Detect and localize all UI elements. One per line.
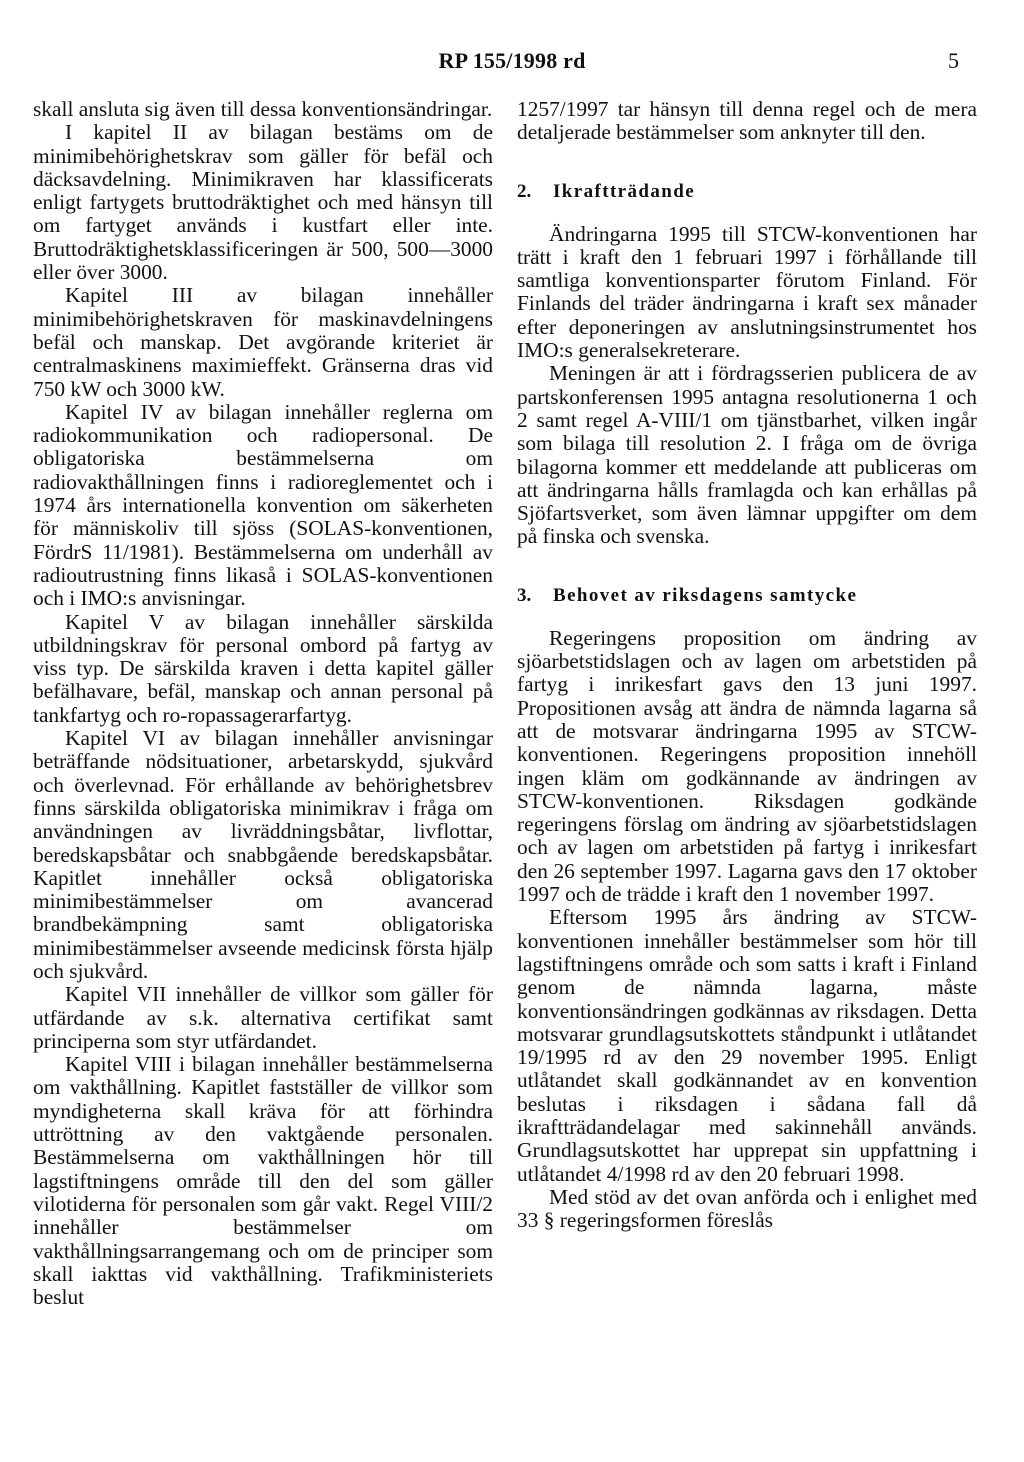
section-heading <box>517 584 977 607</box>
section-title: Ikraftträdande <box>553 180 696 202</box>
section-number: 3. <box>517 584 532 606</box>
paragraph: Kapitel VI av bilagan innehåller anvisningar beträffande nödsituationer, arbetarskydd, sjukvård och överlevnad. För erhållande av behörighetsbrev finns särskilda obligatoriska minimikrav i fråga om användningen av livräddningsbåtar, livflottar, beredskapsbåtar och snabbgående beredskapsbåtar. Kapitlet innehåller också obligatoriska minimibestämmelser om avancerad brandbekämpning samt obligatoriska minimibestämmelser avseende medicinsk första hjälp och sjukvård. <box>33 726 493 983</box>
page-number: 5 <box>948 48 959 73</box>
paragraph: 1257/1997 tar hänsyn till denna regel och de mera detaljerade bestämmelser som anknyter till den. <box>517 97 977 145</box>
left-column <box>33 98 493 1309</box>
paragraph: Kapitel V av bilagan innehåller särskilda utbildningskrav för personal ombord på fartyg av viss typ. De särskilda kraven i detta kapitel gäller befälhavare, befäl, manskap och annan personal på tankfartyg och ro-ropassagerarfartyg. <box>33 609 493 727</box>
paragraph: Kapitel VIII i bilagan innehåller bestämmelserna om vakthållning. Kapitlet fastställer de villkor som myndigheterna skall kräva för att förhindra uttröttning av den vaktgående personalen. Bestämmelserna om vakthållningen hör till lagstiftningens område till den del som gäller vilotiderna för personalen som går vakt. Regel VIII/2 innehåller bestämmelser om vakthållningsarrangemang och om de principer som skall iakttas vid vakthållning. Trafikministeriets beslut <box>33 1052 493 1310</box>
section-title: Behovet av riksdagens samtycke <box>553 584 858 606</box>
paragraph: Kapitel IV av bilagan innehåller reglerna om radiokommunikation och radiopersonal. De obligatoriska bestämmelserna om radiovakthållningen finns i radioreglementet och i 1974 års internationella konvention om säkerheten för människoliv till sjöss (SOLAS-konventionen, FördrS 11/1981). Bestämmelserna om underhåll av radioutrustning finns likaså i SOLAS-konventionen och i IMO:s anvisningar. <box>33 399 493 611</box>
paragraph: Med stöd av det ovan anförda och i enlighet med 33 § regeringsformen föreslås <box>517 1184 977 1233</box>
right-column <box>517 98 977 1232</box>
section-heading <box>517 180 977 203</box>
paragraph: Ändringarna 1995 till STCW-konventionen har trätt i kraft den 1 februari 1997 i förhållande till samtliga konventionsparter förutom Finland. För Finlands del träder ändringarna i kraft sex månader efter deponeringen av anslutningsinstrumentet hos IMO:s generalsekreterare. <box>517 221 977 363</box>
paragraph: I kapitel II av bilagan bestäms om de minimibehörighetskrav som gäller för befäl och däcksavdelning. Minimikraven har klassificerats enligt fartygets bruttodräktighet och med hänsyn till om fartyget används i kustfart eller inte. Bruttodräktighetsklassificeringen är 500, 500—3000 eller över 3000. <box>33 120 493 285</box>
document-header-title: RP 155/1998 rd <box>438 48 586 73</box>
paragraph: Kapitel III av bilagan innehåller minimibehörighetskraven för maskinavdelningens befäl och manskap. Det avgörande kriteriet är centralmaskinens maximieffekt. Gränserna dras vid 750 kW och 3000 kW. <box>33 283 493 401</box>
paragraph: Regeringens proposition om ändring av sjöarbetstidslagen och av lagen om arbetstiden på fartyg i inrikesfart gavs den 13 juni 1997. Propositionen avsåg att ändra de nämnda lagarna så att de motsvarar ändringarna 1995 av STCW-konventionen. Regeringens proposition innehöll ingen kläm om godkännande av ändringen av STCW-konventionen. Riksdagen godkände regeringens förslag om ändring av sjöarbetstidslagen och av lagen om arbetstiden på fartyg i inrikesfart den 26 september 1997. Lagarna gavs den 17 oktober 1997 och de trädde i kraft den 1 november 1997. <box>517 625 977 907</box>
paragraph: Meningen är att i fördragsserien publicera de av partskonferensen 1995 antagna resolutionerna 1 och 2 samt regel A-VIII/1 om tjänstbarhet, vilken ingår som bilaga till resolution 2. I fråga om de övriga bilagorna kommer ett meddelande att publiceras om att ändringarna hålls framlagda och kan erhållas på Sjöfartsverket, som även lämnar uppgifter om dem på finska och svenska. <box>517 361 977 549</box>
paragraph: skall ansluta sig även till dessa konventionsändringar. <box>33 97 493 121</box>
section-number: 2. <box>517 180 532 202</box>
paragraph: Kapitel VII innehåller de villkor som gäller för utfärdande av s.k. alternativa certifikat samt principerna som styr utfärdandet. <box>33 982 493 1053</box>
paragraph: Eftersom 1995 års ändring av STCW-konventionen innehåller bestämmelser som hör till lagstiftningens område och som satts i kraft i Finland genom de nämnda lagarna, måste konventionsändringen godkännas av riksdagen. Detta motsvarar grundlagsutskottets ståndpunkt i utlåtandet 19/1995 rd av den 29 november 1995. Enligt utlåtandet skall godkännandet av en konvention beslutas i riksdagen i sådana fall då ikraftträdandelagar med sakinnehåll används. Grundlagsutskottet har upprepat sin uppfattning i utlåtandet 4/1998 rd av den 20 februari 1998. <box>517 905 977 1186</box>
